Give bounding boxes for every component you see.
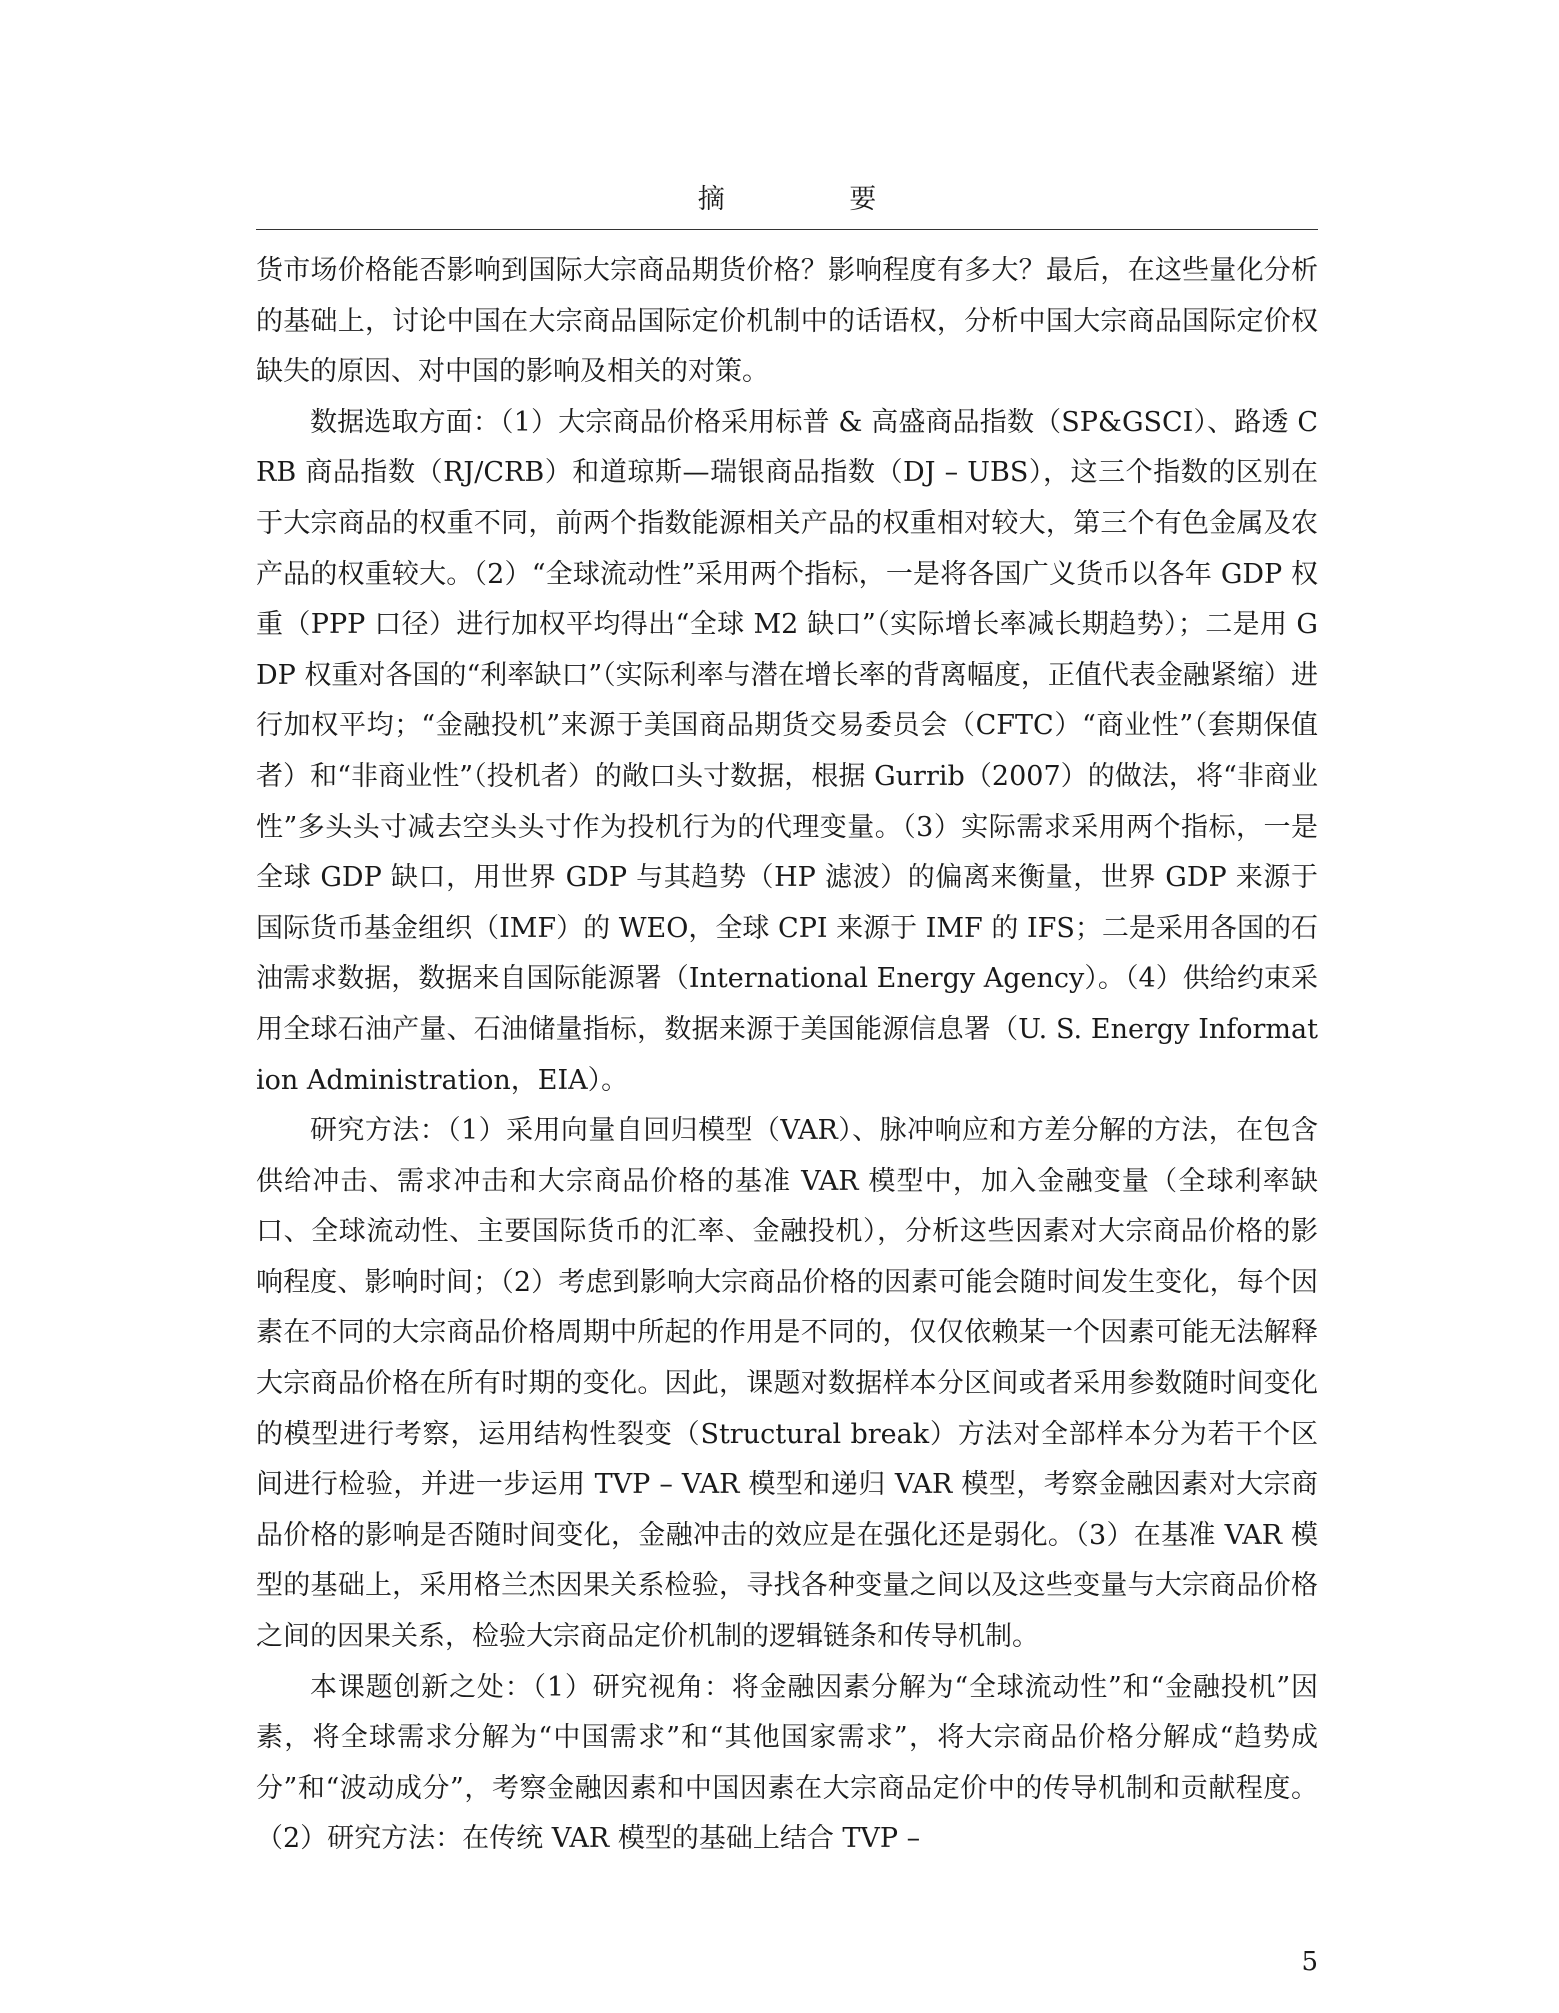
paragraph-continuation: 货市场价格能否影响到国际大宗商品期货价格？影响程度有多大？最后，在这些量化分析的基础上，讨论中国在大宗商品国际定价机制中的话语权，分析中国大宗商品国际定价权缺失的原因、对中国的影响及相关的对策。: [256, 255, 1318, 388]
header-divider: [256, 229, 1318, 230]
paragraph-innovations: 本课题创新之处：（1）研究视角：将金融因素分解为“全球流动性”和“金融投机”因素，将全球需求分解为“中国需求”和“其他国家需求”，将大宗商品价格分解成“趋势成分”和“波动成分”，考察金融因素和中国因素在大宗商品定价中的传导机制和贡献程度。（2）研究方法：在传统 VAR 模型的基础上结合 TVP –: [256, 1671, 1318, 1855]
running-header-title: 摘 要: [697, 184, 935, 215]
paragraph-data-selection: 数据选取方面：（1）大宗商品价格采用标普 & 高盛商品指数（SP&GSCI）、路透 CRB 商品指数（RJ/CRB）和道琼斯—瑞银商品指数（DJ – UBS），这三个指数的区别在于大宗商品的权重不同，前两个指数能源相关产品的权重相对较大，第三个有色金属及农产品的权重较大。（2）“全球流动性”采用两个指标，一是将各国广义货币以各年 GDP 权重（PPP 口径）进行加权平均得出“全球 M2 缺口”（实际增长率减长期趋势）；二是用 GDP 权重对各国的“利率缺口”（实际利率与潜在增长率的背离幅度，正值代表金融紧缩）进行加权平均；“金融投机”来源于美国商品期货交易委员会（CFTC）“商业性”（套期保值者）和“非商业性”（投机者）的敞口头寸数据，根据 Gurrib（2007）的做法，将“非商业性”多头头寸减去空头头寸作为投机行为的代理变量。（3）实际需求采用两个指标，一是全球 GDP 缺口，用世界 GDP 与其趋势（HP 滤波）的偏离来衡量，世界 GDP 来源于国际货币基金组织（IMF）的 WEO，全球 CPI 来源于 IMF 的 IFS；二是采用各国的石油需求数据，数据来自国际能源署（International Energy Agency）。（4）供给约束采用全球石油产量、石油储量指标，数据来源于美国能源信息署（U. S. Energy Information Administration，EIA）。: [256, 406, 1318, 1096]
paragraph-research-methods: 研究方法：（1）采用向量自回归模型（VAR）、脉冲响应和方差分解的方法，在包含供给冲击、需求冲击和大宗商品价格的基准 VAR 模型中，加入金融变量（全球利率缺口、全球流动性、主要国际货币的汇率、金融投机），分析这些因素对大宗商品价格的影响程度、影响时间；（2）考虑到影响大宗商品价格的因素可能会随时间发生变化，每个因素在不同的大宗商品价格周期中所起的作用是不同的，仅仅依赖某一个因素可能无法解释大宗商品价格在所有时期的变化。因此，课题对数据样本分区间或者采用参数随时间变化的模型进行考察，运用结构性裂变（Structural break）方法对全部样本分为若干个区间进行检验，并进一步运用 TVP – VAR 模型和递归 VAR 模型，考察金融因素对大宗商品价格的影响是否随时间变化，金融冲击的效应是在强化还是弱化。（3）在基准 VAR 模型的基础上，采用格兰杰因果关系检验，寻找各种变量之间以及这些变量与大宗商品价格之间的因果关系，检验大宗商品定价机制的逻辑链条和传导机制。: [256, 1115, 1318, 1653]
page-number: 5: [1301, 1947, 1318, 1977]
body-text: [256, 246, 1318, 1865]
